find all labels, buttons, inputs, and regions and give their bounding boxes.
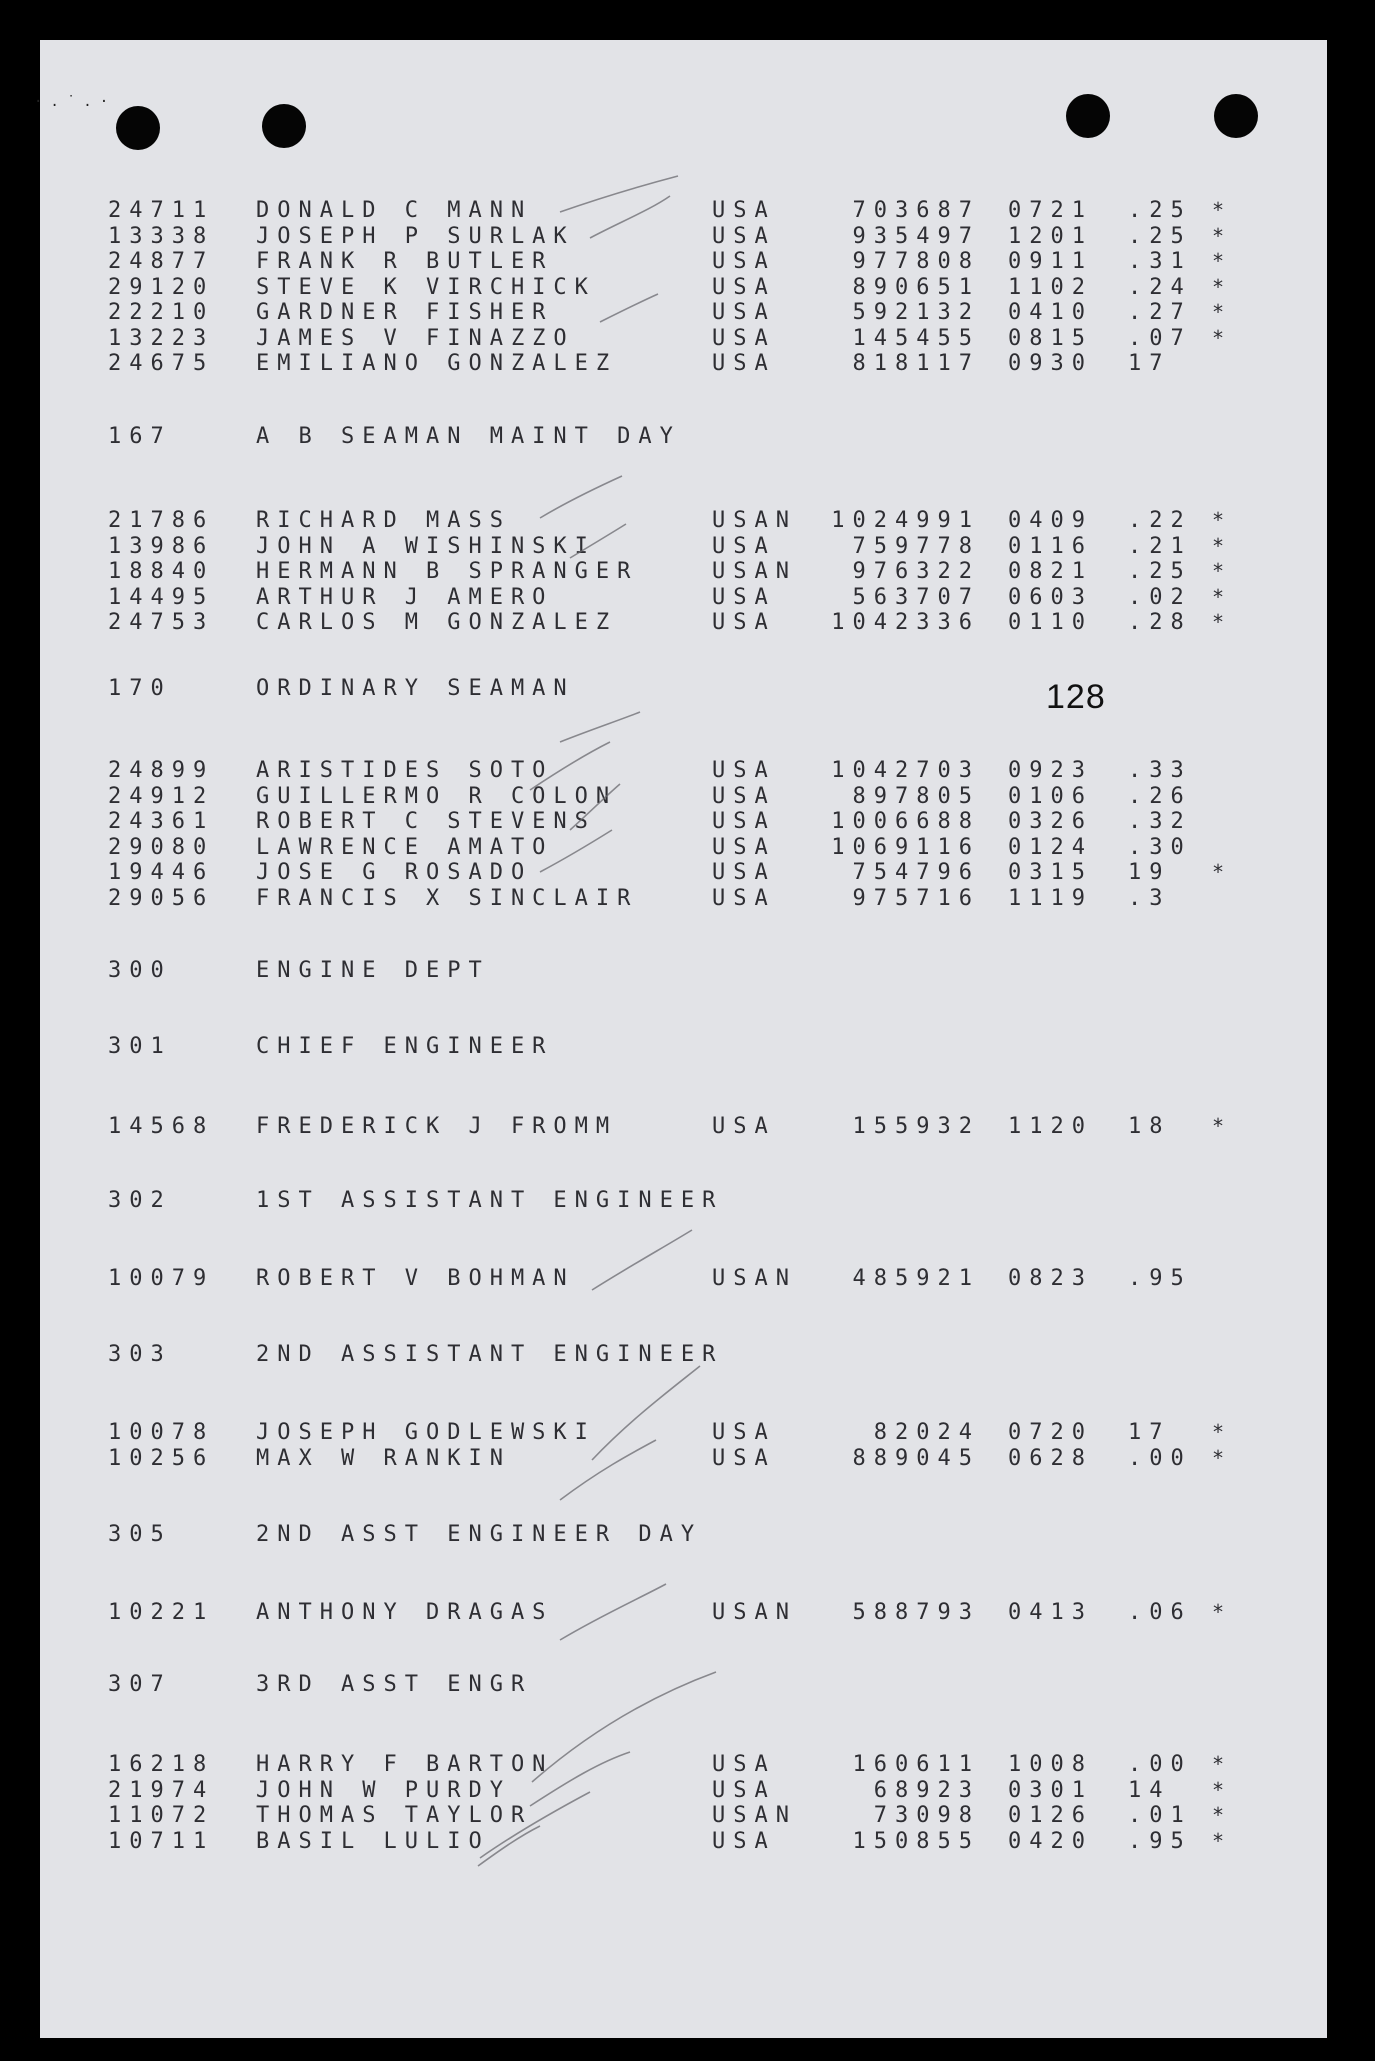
employee-id: 24912	[108, 783, 215, 809]
section-code: 305	[108, 1522, 172, 1547]
citizenship: USA	[712, 610, 776, 635]
citizenship: USA	[712, 860, 776, 885]
citizenship: USA	[712, 783, 776, 809]
asterisk-mark: *	[1212, 1777, 1233, 1802]
date-code: 0923	[1008, 758, 1093, 783]
page-number: 128	[1046, 678, 1106, 716]
crew-name: ARISTIDES SOTO	[256, 758, 554, 783]
crew-name: FRANK R BUTLER	[256, 249, 554, 274]
rate-value: 19	[1128, 860, 1171, 885]
ink-specks: ·.˙.·	[34, 94, 117, 110]
rate-value: 17	[1128, 1420, 1171, 1445]
date-code: 0603	[1008, 584, 1093, 610]
crew-name: DONALD C MANN	[256, 198, 533, 223]
asterisk-mark: *	[1212, 508, 1233, 532]
citizenship: USA	[712, 1752, 776, 1777]
check-mark	[560, 1584, 666, 1640]
check-mark	[592, 1230, 692, 1290]
employee-id: 24877	[108, 249, 215, 274]
rate-value: .01	[1128, 1803, 1192, 1828]
document-number: 1069116	[831, 834, 980, 860]
citizenship: USAN	[712, 559, 797, 584]
document-number: 145455	[852, 325, 980, 351]
employee-id: 24711	[108, 198, 215, 223]
section-code: 167	[108, 424, 172, 449]
document-number: 759778	[852, 533, 980, 559]
citizenship: USA	[712, 274, 776, 300]
citizenship: USA	[712, 758, 776, 783]
date-code: 0413	[1008, 1600, 1093, 1625]
asterisk-mark: *	[1212, 584, 1233, 609]
date-code: 0930	[1008, 351, 1093, 376]
date-code: 0410	[1008, 300, 1093, 325]
date-code: 1119	[1008, 885, 1093, 911]
date-code: 1201	[1008, 223, 1093, 249]
citizenship: USA	[712, 1445, 776, 1471]
employee-id: 16218	[108, 1752, 215, 1777]
employee-id: 10256	[108, 1445, 215, 1471]
document-number: 82024	[873, 1420, 980, 1445]
document-number: 1006688	[831, 809, 980, 834]
rate-value: .00	[1128, 1445, 1192, 1471]
rate-value: 18	[1128, 1114, 1171, 1139]
employee-id: 13223	[108, 325, 215, 351]
document-number: 818117	[852, 351, 980, 376]
check-mark	[540, 830, 612, 872]
date-code: 0124	[1008, 834, 1093, 860]
employee-id: 19446	[108, 860, 215, 885]
employee-id: 24361	[108, 809, 215, 834]
check-mark	[560, 176, 678, 212]
asterisk-mark: *	[1212, 249, 1233, 273]
date-code: 0301	[1008, 1777, 1093, 1803]
employee-id: 10221	[108, 1600, 215, 1625]
document-number: 68923	[873, 1777, 980, 1803]
asterisk-mark: *	[1212, 274, 1233, 299]
employee-id: 14568	[108, 1114, 215, 1139]
document-number: 485921	[852, 1266, 980, 1291]
rate-value: .22	[1128, 508, 1192, 533]
employee-id: 14495	[108, 584, 215, 610]
crew-name: STEVE K VIRCHICK	[256, 274, 596, 300]
asterisk-mark: *	[1212, 1420, 1233, 1444]
section-title: 2ND ASSISTANT ENGINEER	[256, 1342, 724, 1367]
document-number: 155932	[852, 1114, 980, 1139]
asterisk-mark: *	[1212, 860, 1233, 884]
rate-value: .31	[1128, 249, 1192, 274]
citizenship: USA	[712, 1420, 776, 1445]
asterisk-mark: *	[1212, 1828, 1233, 1853]
date-code: 0116	[1008, 533, 1093, 559]
rate-value: .33	[1128, 758, 1192, 783]
document-number: 1042703	[831, 758, 980, 783]
document-number: 754796	[852, 860, 980, 885]
document-number: 703687	[852, 198, 980, 223]
employee-id: 13986	[108, 533, 215, 559]
check-mark	[532, 1672, 716, 1782]
employee-id: 18840	[108, 559, 215, 584]
section-title: ORDINARY SEAMAN	[256, 676, 575, 701]
citizenship: USAN	[712, 508, 797, 533]
asterisk-mark: *	[1212, 533, 1233, 558]
citizenship: USA	[712, 885, 776, 911]
document-number: 1042336	[831, 610, 980, 635]
crew-name: ARTHUR J AMERO	[256, 584, 554, 610]
citizenship: USA	[712, 223, 776, 249]
crew-name: THOMAS TAYLOR	[256, 1803, 533, 1828]
check-mark	[478, 1826, 540, 1866]
asterisk-mark: *	[1212, 198, 1233, 222]
document-number: 935497	[852, 223, 980, 249]
document-number: 976322	[852, 559, 980, 584]
date-code: 0628	[1008, 1445, 1093, 1471]
date-code: 0110	[1008, 610, 1093, 635]
check-mark	[560, 712, 640, 742]
document-number: 889045	[852, 1445, 980, 1471]
document-number: 1024991	[831, 508, 980, 533]
document-number: 975716	[852, 885, 980, 911]
asterisk-mark: *	[1212, 1114, 1233, 1138]
rate-value: .3	[1128, 885, 1171, 911]
crew-name: JOHN W PURDY	[256, 1777, 511, 1803]
date-code: 1102	[1008, 274, 1093, 300]
rate-value: .25	[1128, 223, 1192, 249]
citizenship: USA	[712, 325, 776, 351]
employee-id: 10079	[108, 1266, 215, 1291]
section-code: 300	[108, 958, 172, 983]
section-code: 303	[108, 1342, 172, 1367]
citizenship: USA	[712, 351, 776, 376]
rate-value: 14	[1128, 1777, 1171, 1803]
rate-value: .06	[1128, 1600, 1192, 1625]
date-code: 0126	[1008, 1803, 1093, 1828]
crew-name: JOSEPH P SURLAK	[256, 223, 575, 249]
section-code: 302	[108, 1188, 172, 1213]
rate-value: .00	[1128, 1752, 1192, 1777]
document-number: 977808	[852, 249, 980, 274]
crew-name: CARLOS M GONZALEZ	[256, 610, 618, 635]
employee-id: 24899	[108, 758, 215, 783]
check-mark	[530, 742, 610, 790]
rate-value: .26	[1128, 783, 1192, 809]
section-title: 2ND ASST ENGINEER DAY	[256, 1522, 703, 1547]
document-number: 73098	[873, 1803, 980, 1828]
employee-id: 24675	[108, 351, 215, 376]
document-number: 588793	[852, 1600, 980, 1625]
date-code: 0326	[1008, 809, 1093, 834]
crew-name: JOHN A WISHINSKI	[256, 533, 596, 559]
asterisk-mark: *	[1212, 1803, 1233, 1827]
employee-id: 29080	[108, 834, 215, 860]
document-number: 897805	[852, 783, 980, 809]
citizenship: USAN	[712, 1600, 797, 1625]
check-mark	[570, 524, 626, 558]
document-number: 890651	[852, 274, 980, 300]
date-code: 0823	[1008, 1266, 1093, 1291]
employee-id: 13338	[108, 223, 215, 249]
crew-name: JAMES V FINAZZO	[256, 325, 575, 351]
document-number: 592132	[852, 300, 980, 325]
section-title: A B SEAMAN MAINT DAY	[256, 424, 681, 449]
date-code: 0409	[1008, 508, 1093, 533]
check-mark	[540, 476, 622, 518]
citizenship: USA	[712, 1777, 776, 1803]
date-code: 0911	[1008, 249, 1093, 274]
date-code: 0721	[1008, 198, 1093, 223]
crew-name: ROBERT V BOHMAN	[256, 1266, 575, 1291]
crew-name: RICHARD MASS	[256, 508, 511, 533]
crew-name: JOSE G ROSADO	[256, 860, 533, 885]
employee-id: 10078	[108, 1420, 215, 1445]
asterisk-mark: *	[1212, 1752, 1233, 1776]
date-code: 0821	[1008, 559, 1093, 584]
crew-name: HERMANN B SPRANGER	[256, 559, 639, 584]
citizenship: USA	[712, 300, 776, 325]
employee-id: 24753	[108, 610, 215, 635]
document-number: 150855	[852, 1828, 980, 1854]
check-mark	[560, 1440, 656, 1500]
citizenship: USAN	[712, 1266, 797, 1291]
date-code: 1008	[1008, 1752, 1093, 1777]
employee-id: 29056	[108, 885, 215, 911]
date-code: 0315	[1008, 860, 1093, 885]
section-code: 170	[108, 676, 172, 701]
rate-value: .07	[1128, 325, 1192, 351]
crew-name: BASIL LULIO	[256, 1828, 490, 1854]
asterisk-mark: *	[1212, 610, 1233, 634]
document-number: 160611	[852, 1752, 980, 1777]
asterisk-mark: *	[1212, 1445, 1233, 1470]
employee-id: 29120	[108, 274, 215, 300]
rate-value: 17	[1128, 351, 1171, 376]
employee-id: 21786	[108, 508, 215, 533]
asterisk-mark: *	[1212, 1600, 1233, 1624]
citizenship: USA	[712, 249, 776, 274]
crew-name: FREDERICK J FROMM	[256, 1114, 618, 1139]
asterisk-mark: *	[1212, 300, 1233, 324]
rate-value: .24	[1128, 274, 1192, 300]
employee-id: 10711	[108, 1828, 215, 1854]
citizenship: USA	[712, 834, 776, 860]
date-code: 0815	[1008, 325, 1093, 351]
date-code: 1120	[1008, 1114, 1093, 1139]
crew-name: EMILIANO GONZALEZ	[256, 351, 618, 376]
citizenship: USA	[712, 584, 776, 610]
citizenship: USAN	[712, 1803, 797, 1828]
asterisk-mark: *	[1212, 559, 1233, 583]
citizenship: USA	[712, 1114, 776, 1139]
section-title: CHIEF ENGINEER	[256, 1034, 554, 1059]
rate-value: .25	[1128, 198, 1192, 223]
date-code: 0106	[1008, 783, 1093, 809]
section-title: 3RD ASST ENGR	[256, 1672, 533, 1697]
employee-id: 21974	[108, 1777, 215, 1803]
rate-value: .95	[1128, 1266, 1192, 1291]
section-title: ENGINE DEPT	[256, 958, 490, 983]
crew-name: ROBERT C STEVENS	[256, 809, 596, 834]
citizenship: USA	[712, 809, 776, 834]
section-title: 1ST ASSISTANT ENGINEER	[256, 1188, 724, 1213]
employee-id: 11072	[108, 1803, 215, 1828]
crew-name: HARRY F BARTON	[256, 1752, 554, 1777]
document-number: 563707	[852, 584, 980, 610]
crew-name: GARDNER FISHER	[256, 300, 554, 325]
asterisk-mark: *	[1212, 223, 1233, 248]
section-code: 307	[108, 1672, 172, 1697]
check-mark	[590, 196, 670, 238]
citizenship: USA	[712, 533, 776, 559]
rate-value: .95	[1128, 1828, 1192, 1854]
citizenship: USA	[712, 198, 776, 223]
crew-name: LAWRENCE AMATO	[256, 834, 554, 860]
crew-name: JOSEPH GODLEWSKI	[256, 1420, 596, 1445]
rate-value: .02	[1128, 584, 1192, 610]
rate-value: .30	[1128, 834, 1192, 860]
check-mark	[570, 784, 620, 830]
date-code: 0720	[1008, 1420, 1093, 1445]
rate-value: .21	[1128, 533, 1192, 559]
rate-value: .25	[1128, 559, 1192, 584]
date-code: 0420	[1008, 1828, 1093, 1854]
rate-value: .28	[1128, 610, 1192, 635]
section-code: 301	[108, 1034, 172, 1059]
asterisk-mark: *	[1212, 325, 1233, 350]
crew-name: GUILLERMO R COLON	[256, 783, 618, 809]
crew-name: FRANCIS X SINCLAIR	[256, 885, 639, 911]
check-mark	[600, 294, 658, 322]
crew-name: ANTHONY DRAGAS	[256, 1600, 554, 1625]
citizenship: USA	[712, 1828, 776, 1854]
rate-value: .27	[1128, 300, 1192, 325]
employee-id: 22210	[108, 300, 215, 325]
rate-value: .32	[1128, 809, 1192, 834]
crew-name: MAX W RANKIN	[256, 1445, 511, 1471]
